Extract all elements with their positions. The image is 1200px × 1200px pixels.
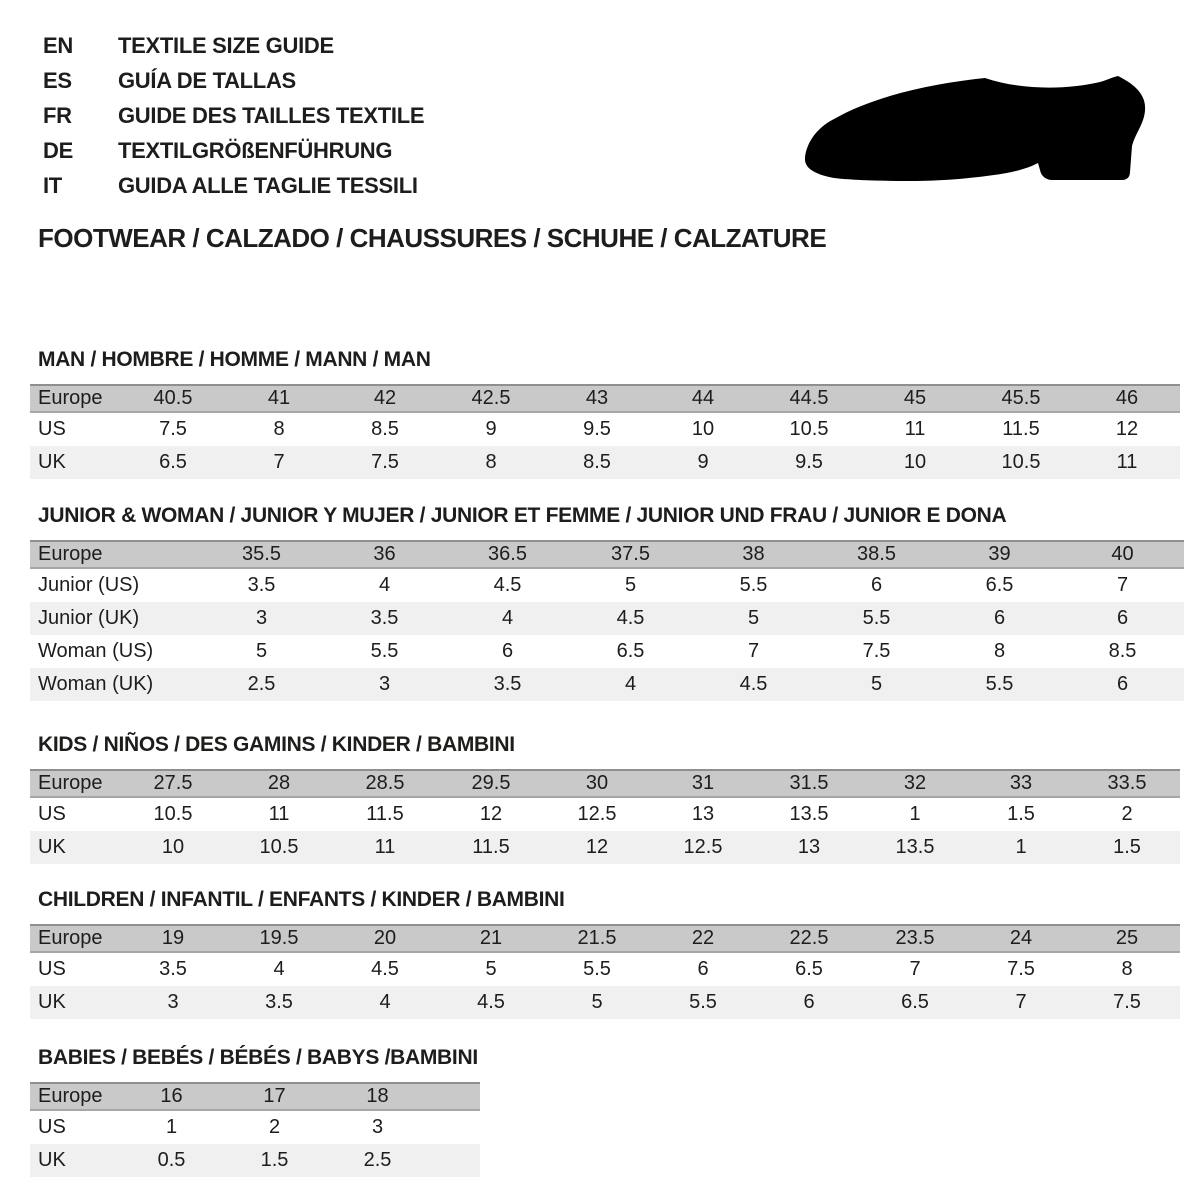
filler-cell bbox=[429, 1144, 480, 1177]
table-cell: 5 bbox=[200, 635, 323, 668]
table-cell: 22 bbox=[650, 925, 756, 952]
table-cell: 5.5 bbox=[323, 635, 446, 668]
table-cell: 11 bbox=[332, 831, 438, 864]
table-cell: 42.5 bbox=[438, 385, 544, 412]
table-cell: 9 bbox=[650, 446, 756, 479]
table-cell: 7 bbox=[1061, 568, 1184, 602]
table-cell: 2 bbox=[1074, 797, 1180, 831]
table-cell: 3 bbox=[120, 986, 226, 1019]
section-title-man: MAN / HOMBRE / HOMME / MANN / MAN bbox=[38, 348, 431, 371]
table-cell: 1 bbox=[862, 797, 968, 831]
section-title-junior-woman: JUNIOR & WOMAN / JUNIOR Y MUJER / JUNIOR ET FEMME / JUNIOR UND FRAU / JUNIOR E DONA bbox=[38, 504, 1007, 527]
row-label: UK bbox=[30, 831, 120, 864]
table-cell: 33.5 bbox=[1074, 770, 1180, 797]
table-cell: 10 bbox=[120, 831, 226, 864]
row-label: Woman (US) bbox=[30, 635, 200, 668]
table-row bbox=[30, 635, 1184, 668]
table-cell: 1 bbox=[968, 831, 1074, 864]
row-label: US bbox=[30, 412, 120, 446]
table-cell: 6 bbox=[815, 568, 938, 602]
table-cell: 7 bbox=[226, 446, 332, 479]
table-cell: 9.5 bbox=[756, 446, 862, 479]
table-cell: 6 bbox=[650, 952, 756, 986]
language-code: ES bbox=[43, 67, 72, 93]
table-cell: 1.5 bbox=[223, 1144, 326, 1177]
language-row-de bbox=[43, 133, 424, 168]
table-cell: 3.5 bbox=[120, 952, 226, 986]
table-cell: 40 bbox=[1061, 541, 1184, 568]
table-cell: 22.5 bbox=[756, 925, 862, 952]
table-cell: 45 bbox=[862, 385, 968, 412]
row-label: US bbox=[30, 1110, 120, 1144]
table-cell: 6 bbox=[1061, 602, 1184, 635]
table-cell: 5.5 bbox=[544, 952, 650, 986]
category-title: FOOTWEAR / CALZADO / CHAUSSURES / SCHUHE / CALZATURE bbox=[38, 223, 827, 253]
table-cell: 2 bbox=[223, 1110, 326, 1144]
table-cell: 11 bbox=[862, 412, 968, 446]
table-cell: 38 bbox=[692, 541, 815, 568]
row-label: Woman (UK) bbox=[30, 668, 200, 701]
section-kids bbox=[30, 733, 1180, 864]
table-cell: 36.5 bbox=[446, 541, 569, 568]
size-table-junior-woman bbox=[30, 540, 1184, 701]
table-cell: 3.5 bbox=[323, 602, 446, 635]
row-label: Junior (UK) bbox=[30, 602, 200, 635]
table-cell: 40.5 bbox=[120, 385, 226, 412]
table-cell: 38.5 bbox=[815, 541, 938, 568]
table-cell: 5 bbox=[544, 986, 650, 1019]
table-row bbox=[30, 412, 1180, 446]
language-guide-title: TEXTILE SIZE GUIDE bbox=[118, 32, 334, 58]
table-cell: 4.5 bbox=[446, 568, 569, 602]
table-cell: 21.5 bbox=[544, 925, 650, 952]
table-cell: 6.5 bbox=[756, 952, 862, 986]
table-cell: 39 bbox=[938, 541, 1061, 568]
row-label: US bbox=[30, 952, 120, 986]
table-cell: 17 bbox=[223, 1083, 326, 1110]
table-cell: 16 bbox=[120, 1083, 223, 1110]
section-title-kids: KIDS / NIÑOS / DES GAMINS / KINDER / BAMBINI bbox=[38, 733, 515, 756]
table-cell: 4 bbox=[446, 602, 569, 635]
table-cell: 6.5 bbox=[862, 986, 968, 1019]
table-cell: 1.5 bbox=[968, 797, 1074, 831]
table-cell: 12 bbox=[1074, 412, 1180, 446]
table-cell: 28.5 bbox=[332, 770, 438, 797]
table-cell: 4.5 bbox=[692, 668, 815, 701]
size-table-children bbox=[30, 924, 1180, 1019]
table-cell: 4.5 bbox=[569, 602, 692, 635]
table-cell: 10.5 bbox=[756, 412, 862, 446]
table-cell: 5 bbox=[692, 602, 815, 635]
table-cell: 3.5 bbox=[226, 986, 332, 1019]
table-cell: 8.5 bbox=[1061, 635, 1184, 668]
table-header-row bbox=[30, 541, 1184, 568]
table-cell: 6.5 bbox=[120, 446, 226, 479]
language-code: DE bbox=[43, 137, 73, 163]
table-row bbox=[30, 668, 1184, 701]
table-cell: 12 bbox=[438, 797, 544, 831]
section-junior-woman bbox=[30, 504, 1184, 701]
table-header-row bbox=[30, 770, 1180, 797]
table-cell: 8 bbox=[438, 446, 544, 479]
table-cell: 44 bbox=[650, 385, 756, 412]
table-cell: 7.5 bbox=[815, 635, 938, 668]
row-label: Europe bbox=[30, 1083, 120, 1110]
table-cell: 6.5 bbox=[569, 635, 692, 668]
table-cell: 0.5 bbox=[120, 1144, 223, 1177]
table-cell: 6 bbox=[756, 986, 862, 1019]
table-cell: 3 bbox=[323, 668, 446, 701]
table-cell: 6 bbox=[446, 635, 569, 668]
table-cell: 10 bbox=[650, 412, 756, 446]
table-cell: 3 bbox=[326, 1110, 429, 1144]
language-guide-title: GUÍA DE TALLAS bbox=[118, 67, 296, 93]
table-cell: 9 bbox=[438, 412, 544, 446]
table-row bbox=[30, 568, 1184, 602]
language-guide-title: GUIDA ALLE TAGLIE TESSILI bbox=[118, 172, 418, 198]
table-row bbox=[30, 797, 1180, 831]
table-cell: 11 bbox=[1074, 446, 1180, 479]
table-cell: 7 bbox=[968, 986, 1074, 1019]
table-cell: 1.5 bbox=[1074, 831, 1180, 864]
table-cell: 2.5 bbox=[200, 668, 323, 701]
table-cell: 11.5 bbox=[968, 412, 1074, 446]
row-label: UK bbox=[30, 1144, 120, 1177]
table-cell: 8 bbox=[226, 412, 332, 446]
table-cell: 29.5 bbox=[438, 770, 544, 797]
language-row-es bbox=[43, 63, 424, 98]
table-cell: 12 bbox=[544, 831, 650, 864]
table-row bbox=[30, 831, 1180, 864]
table-cell: 5 bbox=[569, 568, 692, 602]
table-cell: 33 bbox=[968, 770, 1074, 797]
table-row bbox=[30, 446, 1180, 479]
filler-cell bbox=[429, 1083, 480, 1110]
language-code: IT bbox=[43, 172, 62, 198]
language-code: FR bbox=[43, 102, 72, 128]
table-cell: 7 bbox=[692, 635, 815, 668]
table-cell: 23.5 bbox=[862, 925, 968, 952]
row-label: Europe bbox=[30, 770, 120, 797]
table-cell: 8.5 bbox=[332, 412, 438, 446]
table-row bbox=[30, 986, 1180, 1019]
table-cell: 37.5 bbox=[569, 541, 692, 568]
table-cell: 36 bbox=[323, 541, 446, 568]
table-cell: 32 bbox=[862, 770, 968, 797]
table-cell: 44.5 bbox=[756, 385, 862, 412]
table-cell: 4.5 bbox=[332, 952, 438, 986]
row-label: UK bbox=[30, 446, 120, 479]
table-cell: 19 bbox=[120, 925, 226, 952]
language-title-list bbox=[43, 28, 424, 203]
row-label: Junior (US) bbox=[30, 568, 200, 602]
table-cell: 8 bbox=[938, 635, 1061, 668]
table-cell: 12.5 bbox=[544, 797, 650, 831]
table-cell: 3.5 bbox=[200, 568, 323, 602]
table-cell: 13 bbox=[650, 797, 756, 831]
row-label: Europe bbox=[30, 925, 120, 952]
language-row-en bbox=[43, 28, 424, 63]
table-cell: 10 bbox=[862, 446, 968, 479]
filler-cell bbox=[429, 1110, 480, 1144]
table-cell: 45.5 bbox=[968, 385, 1074, 412]
table-row bbox=[30, 1144, 480, 1177]
table-cell: 10.5 bbox=[968, 446, 1074, 479]
language-row-fr bbox=[43, 98, 424, 133]
section-children bbox=[30, 888, 1180, 1019]
table-row bbox=[30, 1110, 480, 1144]
table-cell: 28 bbox=[226, 770, 332, 797]
table-cell: 10.5 bbox=[226, 831, 332, 864]
table-cell: 4 bbox=[226, 952, 332, 986]
table-cell: 4 bbox=[323, 568, 446, 602]
section-man bbox=[30, 348, 1180, 479]
table-cell: 7.5 bbox=[332, 446, 438, 479]
table-header-row bbox=[30, 385, 1180, 412]
table-cell: 5 bbox=[438, 952, 544, 986]
table-row bbox=[30, 602, 1184, 635]
section-title-babies: BABIES / BEBÉS / BÉBÉS / BABYS /BAMBINI bbox=[38, 1046, 478, 1069]
table-cell: 31 bbox=[650, 770, 756, 797]
size-table-kids bbox=[30, 769, 1180, 864]
table-cell: 5.5 bbox=[692, 568, 815, 602]
table-cell: 6 bbox=[938, 602, 1061, 635]
table-cell: 7.5 bbox=[968, 952, 1074, 986]
shoe-icon-svg bbox=[780, 50, 1200, 230]
table-cell: 7 bbox=[862, 952, 968, 986]
row-label: Europe bbox=[30, 385, 120, 412]
row-label: US bbox=[30, 797, 120, 831]
table-cell: 30 bbox=[544, 770, 650, 797]
language-guide-title: TEXTILGRÖßENFÜHRUNG bbox=[118, 137, 393, 163]
table-cell: 7.5 bbox=[120, 412, 226, 446]
table-cell: 4.5 bbox=[438, 986, 544, 1019]
table-cell: 46 bbox=[1074, 385, 1180, 412]
size-table-babies bbox=[30, 1082, 480, 1177]
table-cell: 5 bbox=[815, 668, 938, 701]
language-guide-title: GUIDE DES TAILLES TEXTILE bbox=[118, 102, 425, 128]
table-cell: 18 bbox=[326, 1083, 429, 1110]
table-cell: 4 bbox=[332, 986, 438, 1019]
table-cell: 13.5 bbox=[862, 831, 968, 864]
row-label: Europe bbox=[30, 541, 200, 568]
table-cell: 5.5 bbox=[938, 668, 1061, 701]
table-cell: 3 bbox=[200, 602, 323, 635]
table-cell: 10.5 bbox=[120, 797, 226, 831]
table-cell: 19.5 bbox=[226, 925, 332, 952]
table-cell: 12.5 bbox=[650, 831, 756, 864]
language-code: EN bbox=[43, 32, 73, 58]
table-cell: 41 bbox=[226, 385, 332, 412]
table-row bbox=[30, 952, 1180, 986]
row-label: UK bbox=[30, 986, 120, 1019]
section-babies bbox=[30, 1046, 480, 1177]
table-cell: 6.5 bbox=[938, 568, 1061, 602]
table-cell: 13.5 bbox=[756, 797, 862, 831]
table-cell: 8.5 bbox=[544, 446, 650, 479]
language-row-it bbox=[43, 168, 424, 203]
table-cell: 8 bbox=[1074, 952, 1180, 986]
table-cell: 13 bbox=[756, 831, 862, 864]
table-cell: 3.5 bbox=[446, 668, 569, 701]
table-cell: 27.5 bbox=[120, 770, 226, 797]
table-cell: 11.5 bbox=[332, 797, 438, 831]
table-cell: 20 bbox=[332, 925, 438, 952]
table-cell: 25 bbox=[1074, 925, 1180, 952]
table-header-row bbox=[30, 1083, 480, 1110]
table-cell: 6 bbox=[1061, 668, 1184, 701]
table-cell: 1 bbox=[120, 1110, 223, 1144]
table-cell: 24 bbox=[968, 925, 1074, 952]
table-cell: 9.5 bbox=[544, 412, 650, 446]
table-cell: 11.5 bbox=[438, 831, 544, 864]
table-cell: 5.5 bbox=[815, 602, 938, 635]
table-cell: 2.5 bbox=[326, 1144, 429, 1177]
table-cell: 4 bbox=[569, 668, 692, 701]
table-cell: 35.5 bbox=[200, 541, 323, 568]
size-table-man bbox=[30, 384, 1180, 479]
table-cell: 11 bbox=[226, 797, 332, 831]
table-header-row bbox=[30, 925, 1180, 952]
table-cell: 42 bbox=[332, 385, 438, 412]
table-cell: 31.5 bbox=[756, 770, 862, 797]
table-cell: 43 bbox=[544, 385, 650, 412]
section-title-children: CHILDREN / INFANTIL / ENFANTS / KINDER / BAMBINI bbox=[38, 888, 565, 911]
shoe-icon bbox=[780, 50, 1200, 230]
table-cell: 5.5 bbox=[650, 986, 756, 1019]
table-cell: 7.5 bbox=[1074, 986, 1180, 1019]
table-cell: 21 bbox=[438, 925, 544, 952]
